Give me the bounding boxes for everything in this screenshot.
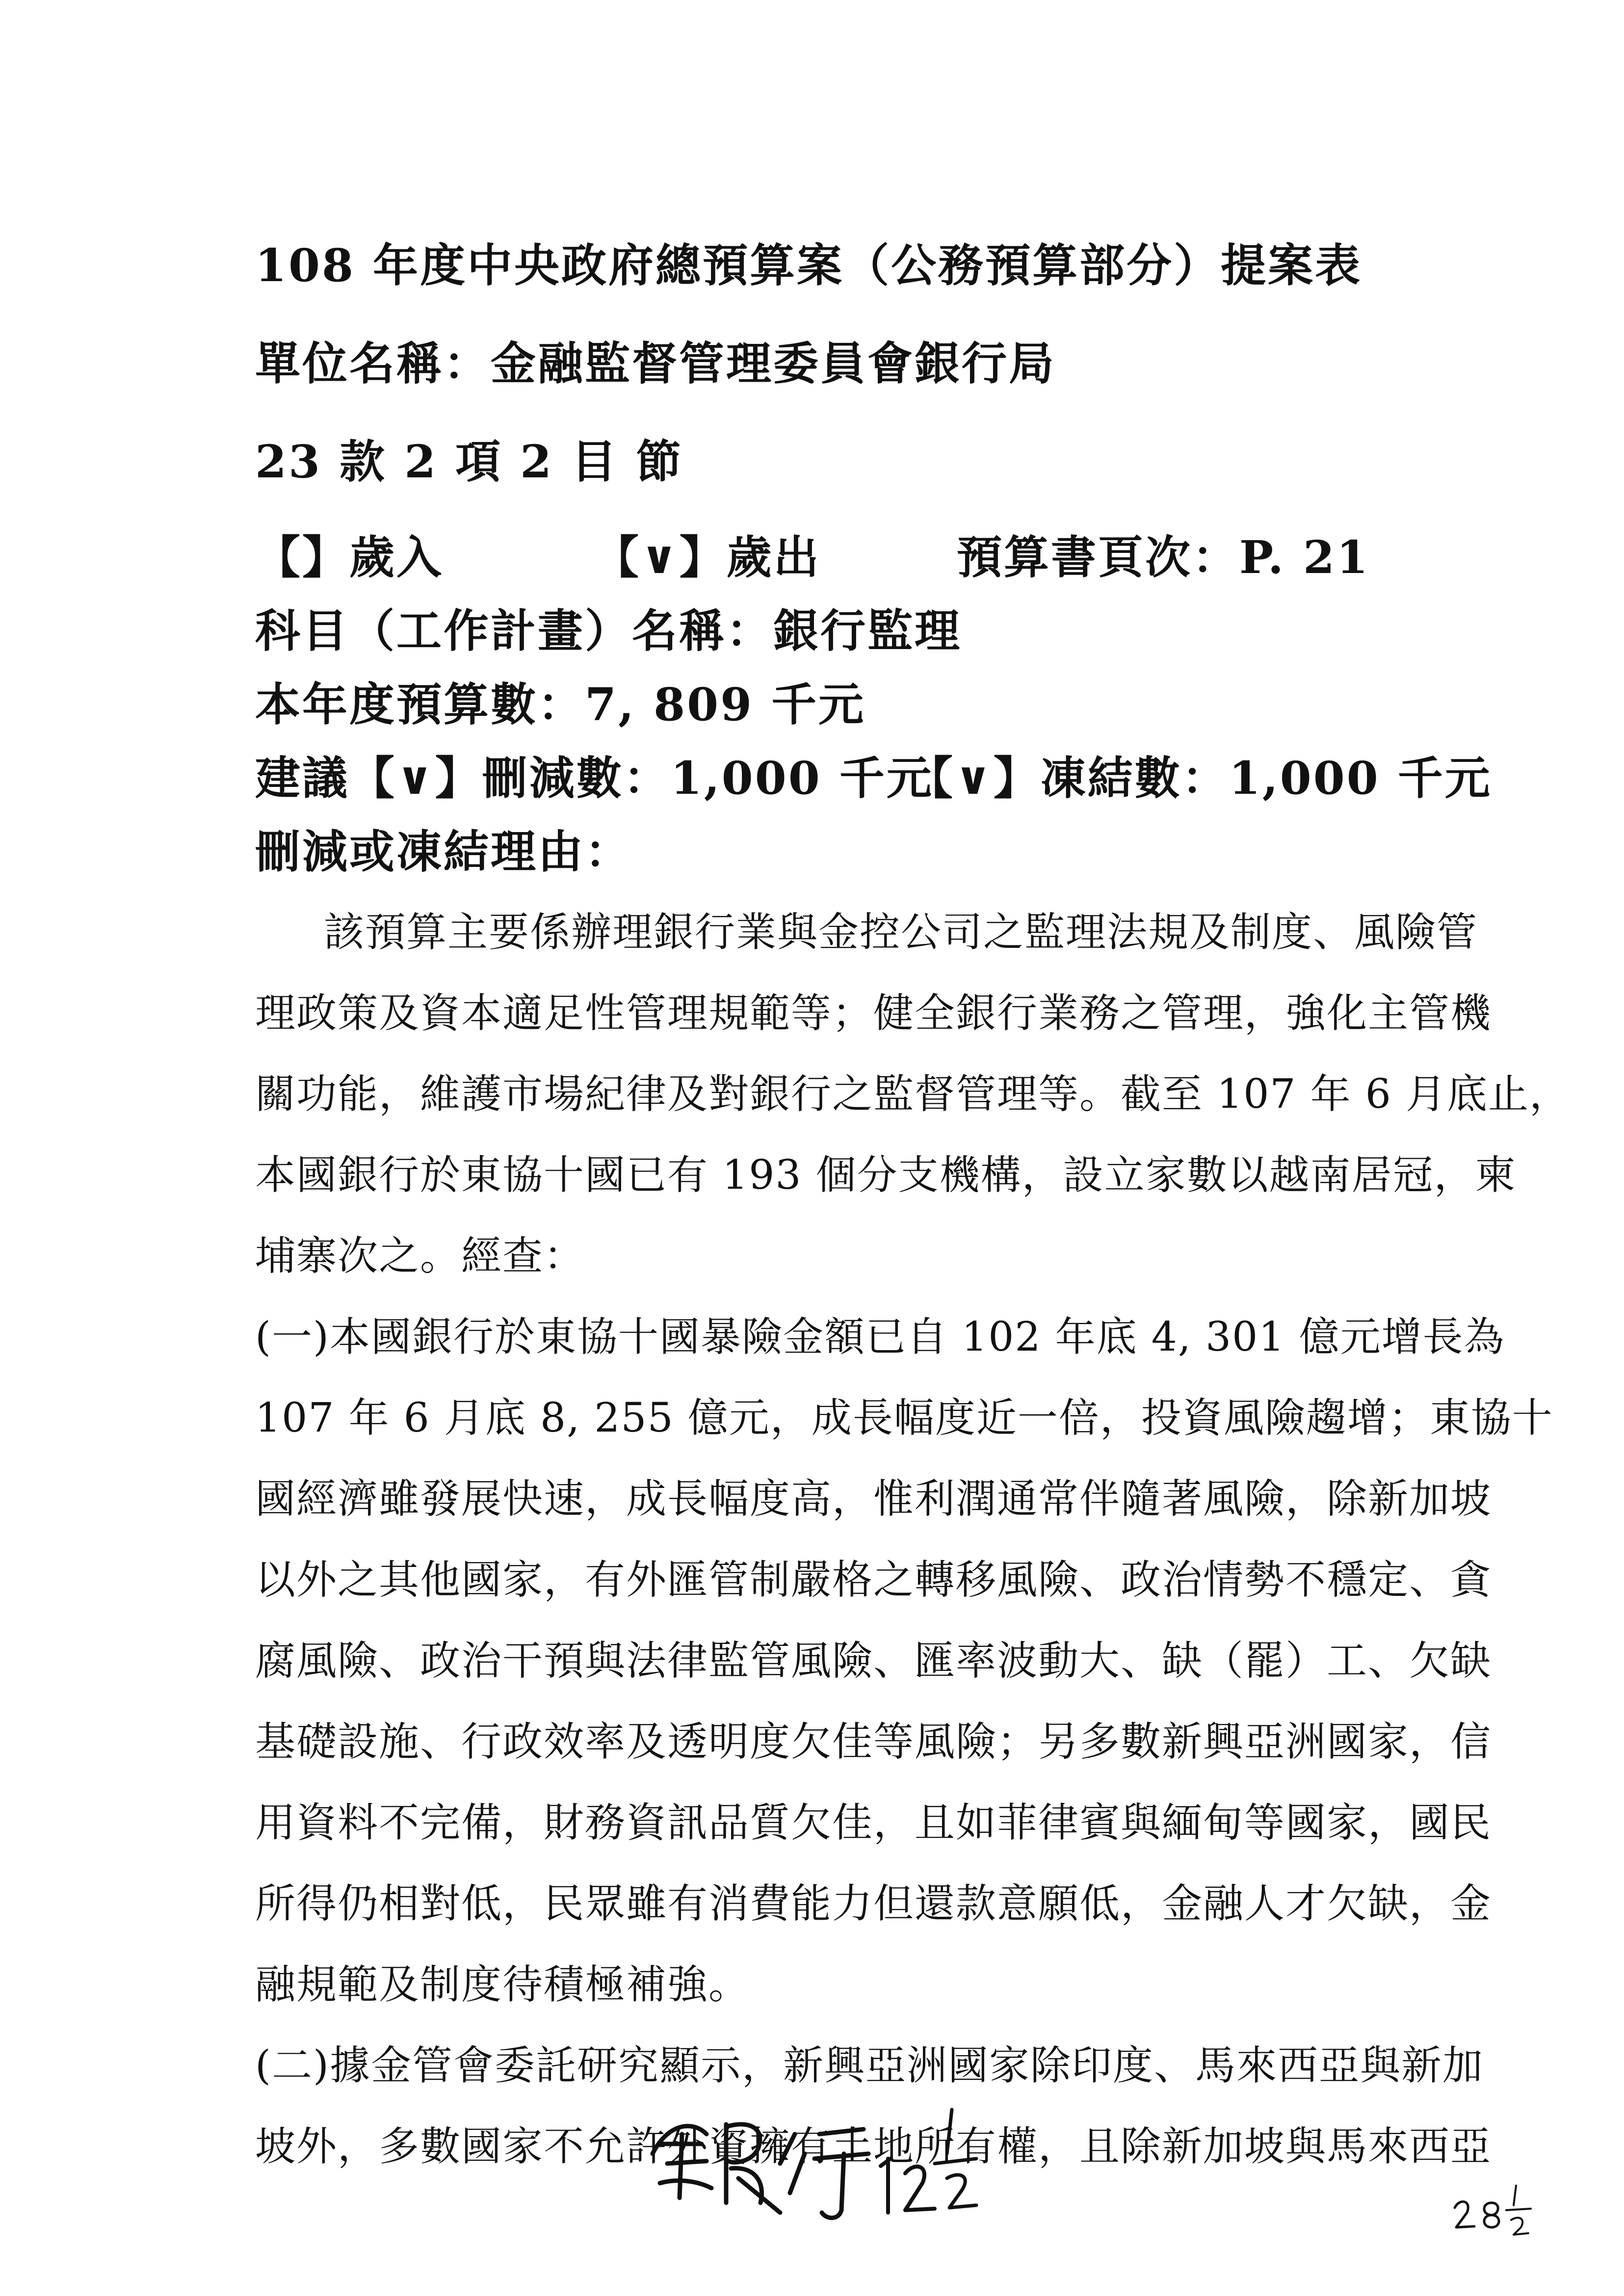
reduce-suggestion: 建議【∨】刪減數：1,000 千元: [255, 752, 934, 805]
reason-heading: 刪減或凍結理由：: [255, 825, 632, 878]
revenue-expense-row: [0, 531, 1624, 584]
item-code: 23 款 2 項 2 目 節: [255, 435, 683, 488]
body-line: (二)據金管會委託研究顯示，新興亞洲國家除印度、馬來西亞與新加: [255, 2042, 1484, 2089]
unit-name: 單位名稱：金融監督管理委員會銀行局: [255, 337, 1056, 390]
body-line: 所得仍相對低，民眾雖有消費能力但還款意願低，金融人才欠缺，金: [255, 1880, 1492, 1927]
body-line: 坡外，多數國家不允許外資擁有土地所有權，且除新加坡與馬來西亞: [255, 2123, 1492, 2170]
body-line: 理政策及資本適足性管理規範等；健全銀行業務之管理，強化主管機: [255, 990, 1492, 1037]
body-line: (一)本國銀行於東協十國暴險金額已自 102 年底 4, 301 億元增長為: [255, 1314, 1505, 1360]
expense-checkbox-label: 【∨】歲出: [594, 531, 821, 584]
body-line: 107 年 6 月底 8, 255 億元，成長幅度近一倍，投資風險趨增；東協十: [255, 1395, 1553, 1441]
handwritten-signature: [633, 2080, 986, 2227]
form-title: 108 年度中央政府總預算案（公務預算部分）提案表: [255, 239, 1362, 292]
subject-name: 科目（工作計畫）名稱：銀行監理: [255, 604, 962, 657]
body-line: 埔寨次之。經查：: [255, 1233, 585, 1279]
body-line: 本國銀行於東協十國已有 193 個分支機構，設立家數以越南居冠，柬: [255, 1152, 1517, 1199]
budget-amount: 本年度預算數：7, 809 千元: [255, 678, 866, 731]
body-line: 國經濟雖發展快速，成長幅度高，惟利潤通常伴隨著風險，除新加坡: [255, 1476, 1492, 1522]
body-line: 腐風險、政治干預與法律監管風險、匯率波動大、缺（罷）工、欠缺: [255, 1638, 1492, 1684]
handwritten-page-mark: [1447, 2173, 1536, 2242]
body-line: 關功能，維護市場紀律及對銀行之監督管理等。截至 107 年 6 月底止，: [255, 1071, 1571, 1118]
body-line: 以外之其他國家，有外匯管制嚴格之轉移風險、政治情勢不穩定、貪: [255, 1557, 1492, 1603]
freeze-suggestion: 【∨】凍結數：1,000 千元: [908, 752, 1492, 805]
body-line: 基礎設施、行政效率及透明度欠佳等風險；另多數新興亞洲國家，信: [255, 1719, 1492, 1765]
revenue-checkbox-label: 【】歲入: [255, 531, 444, 584]
budget-page-ref: 預算書頁次：P. 21: [957, 531, 1370, 584]
suggestion-row: [0, 752, 1624, 805]
body-line: 融規範及制度待積極補強。: [255, 1961, 750, 2008]
body-line: 用資料不完備，財務資訊品質欠佳，且如菲律賓與緬甸等國家，國民: [255, 1800, 1492, 1846]
body-line: 該預算主要係辦理銀行業與金控公司之監理法規及制度、風險管: [324, 909, 1478, 956]
